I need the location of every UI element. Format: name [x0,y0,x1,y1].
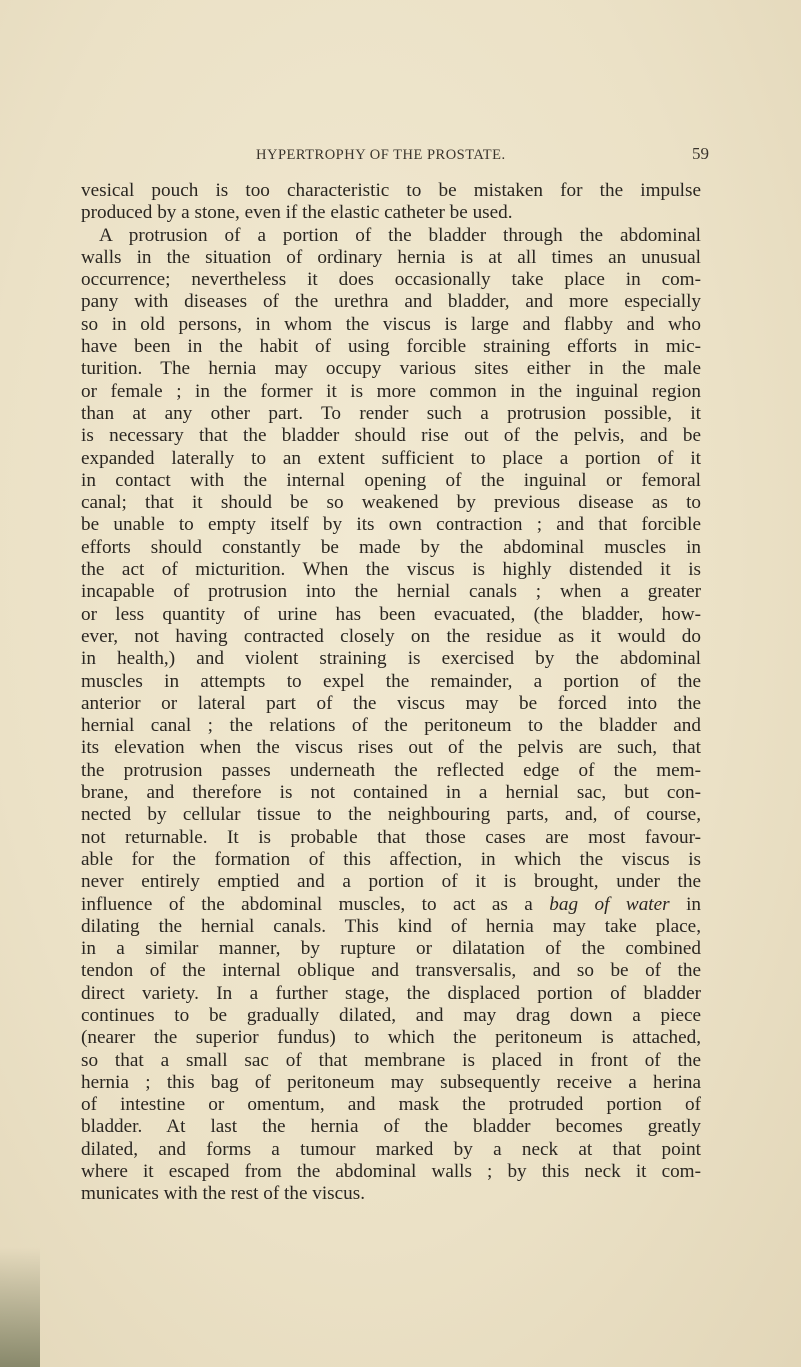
text-line: brane, and therefore is not contained in a hernial sac, but con- [81,782,701,804]
text-line: tendon of the internal oblique and transversalis, and so be of the [81,960,701,982]
text-line: produced by a stone, even if the elastic catheter be used. [81,202,513,224]
text-line: where it escaped from the abdominal walls ; by this neck it com- [81,1161,701,1183]
text-line: be unable to empty itself by its own contraction ; and that forcible [81,514,701,536]
text-line: hernial canal ; the relations of the peritoneum to the bladder and [81,715,701,737]
text-line: pany with diseases of the urethra and bladder, and more especially [81,291,701,313]
text-line: efforts should constantly be made by the abdominal muscles in [81,536,701,558]
text-segment: in [669,893,701,915]
text-line: never entirely emptied and a portion of it is brought, under the [81,871,701,893]
page-number: 59 [692,144,709,163]
text-line: the protrusion passes underneath the reflected edge of the mem- [81,759,701,781]
italic-phrase: bag of water [549,893,670,915]
text-line: vesical pouch is too characteristic to be mistaken for the impulse [81,180,701,201]
text-line: hernia ; this bag of peritoneum may subsequently receive a herina [81,1071,701,1093]
text-line: the act of micturition. When the viscus is highly distended it is [81,559,701,581]
text-line: in contact with the internal opening of the inguinal or femoral [81,469,701,491]
text-line: dilating the hernial canals. This kind of hernia may take place, [81,915,701,937]
text-line: so that a small sac of that membrane is placed in front of the [81,1049,701,1071]
running-head: HYPERTROPHY OF THE PROSTATE. [256,147,506,163]
text-line: than at any other part. To render such a protrusion possible, it [81,402,701,424]
text-line: of intestine or omentum, and mask the protruded portion of [81,1094,701,1116]
text-line: turition. The hernia may occupy various sites either in the male [81,358,701,380]
text-line: continues to be gradually dilated, and may drag down a piece [81,1004,701,1026]
text-line: nected by cellular tissue to the neighbouring parts, and, of course, [81,804,701,826]
text-line: (nearer the superior fundus) to which the peritoneum is attached, [81,1027,701,1049]
text-line: in health,) and violent straining is exercised by the abdominal [81,648,701,670]
text-line: or female ; in the former it is more common in the inguinal region [81,380,701,402]
text-line: direct variety. In a further stage, the displaced portion of bladder [81,982,701,1004]
text-line: bladder. At last the hernia of the bladder becomes greatly [81,1116,701,1138]
text-line: have been in the habit of using forcible straining efforts in mic- [81,336,701,358]
text-line: expanded laterally to an extent sufficient to place a portion of it [81,447,701,469]
text-line: in a similar manner, by rupture or dilatation of the combined [81,938,701,960]
text-line-with-italic [81,894,701,916]
text-line: municates with the rest of the viscus. [81,1183,366,1205]
text-line: not returnable. It is probable that those cases are most favour- [81,826,701,848]
text-line: so in old persons, in whom the viscus is large and flabby and who [81,313,701,335]
text-line: ever, not having contracted closely on the residue as it would do [81,625,701,647]
text-line: A protrusion of a portion of the bladder through the abdominal [99,224,701,246]
text-line: anterior or lateral part of the viscus may be forced into the [81,692,701,714]
text-line: incapable of protrusion into the hernial canals ; when a greater [81,581,701,603]
body-text [81,180,701,1206]
text-segment: influence of the abdominal muscles, to act as a [81,893,550,915]
page-edge-shadow [0,1247,40,1367]
text-line: occurrence; nevertheless it does occasionally take place in com- [81,269,701,291]
text-line: canal; that it should be so weakened by previous disease as to [81,492,701,514]
text-line: is necessary that the bladder should rise out of the pelvis, and be [81,425,701,447]
text-line: muscles in attempts to expel the remainder, a portion of the [81,670,701,692]
text-line: able for the formation of this affection, in which the viscus is [81,848,701,870]
text-line: walls in the situation of ordinary hernia is at all times an unusual [81,246,701,268]
text-line: dilated, and forms a tumour marked by a neck at that point [81,1138,701,1160]
text-line: its elevation when the viscus rises out of the pelvis are such, that [81,737,701,759]
text-line: or less quantity of urine has been evacuated, (the bladder, how- [81,603,701,625]
